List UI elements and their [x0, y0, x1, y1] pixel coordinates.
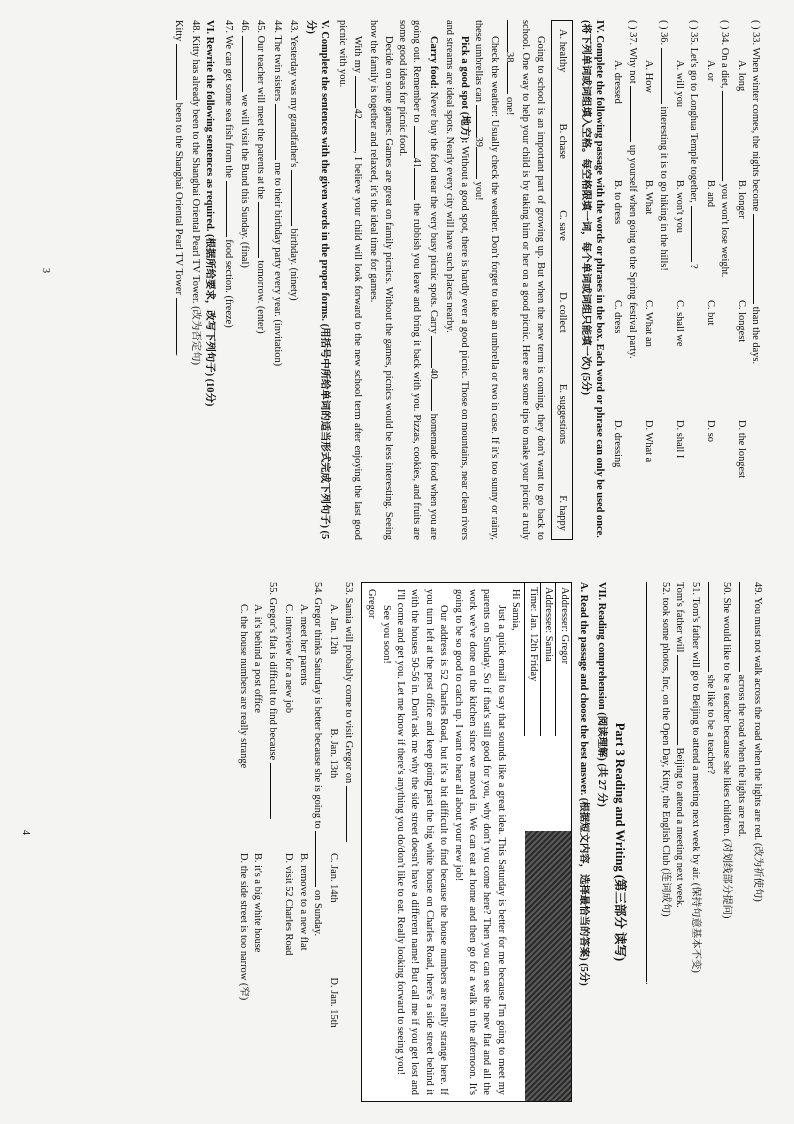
answer-blank[interactable] [753, 214, 764, 304]
word-box [551, 20, 573, 540]
answer-blank[interactable] [708, 582, 719, 672]
email-addressee: Addressee: Samia [540, 583, 555, 736]
blank-40[interactable] [431, 336, 442, 368]
question-54: 54. Gregor thinks Saturday is better because she is going to on Sunday. [310, 582, 326, 1102]
answer-blank[interactable] [242, 36, 253, 92]
option-a: A. How [643, 60, 655, 93]
question-51: 51. Tom's father will go to Beijing to attend a meeting next week by air. (保持句意基本不变) [690, 582, 702, 973]
question-50-answer: she like to be a teacher? [702, 582, 718, 1102]
question-52-answer: . [641, 582, 657, 1102]
part-3-title: Part 3 Reading and Writing (第三部分 读写) [612, 722, 627, 962]
option-a: A. or [704, 60, 716, 82]
option-d: D. the longest [735, 420, 747, 479]
word-option: E. suggestions [557, 383, 569, 445]
answer-blank[interactable] [291, 170, 302, 226]
option-a: A. dressed [612, 60, 624, 104]
page-number: 4 [20, 830, 31, 835]
email-body [362, 583, 524, 1101]
answer-blank[interactable] [176, 298, 187, 354]
question-36-options [641, 60, 655, 540]
passage-paragraph: Check the weather: Usually check the weather. Don't forget to take an umbrella or two in case. If it's too sunny or rainy, these umbrellas can 39 you! [473, 20, 501, 540]
option-c: C. Jan. 14th [328, 853, 340, 903]
question-51-answer: Tom's father will Beijing to attend a meeting next week. [672, 582, 688, 1102]
option-b: B. What [643, 180, 655, 215]
question-33-options [733, 60, 747, 540]
answer-blank[interactable] [630, 86, 641, 142]
question-52: 52. took some photos, Inc, on the Open Day, Kitty, the English Club (连词成句) [659, 582, 671, 917]
option-d: D. shall I [673, 420, 685, 459]
option-c: C. shall we [673, 300, 685, 347]
answer-blank[interactable] [677, 655, 688, 745]
passage-paragraph: Decide on some games: Games are great on family picnics. Without the games, picnics would be less interesting. Seeing how the family is together and relaxed, it's the ideal time for games. [368, 20, 394, 540]
section-6-heading: VI. Rewrite the following sentences as required. (根据所给要求，改写下列句子) (10分) [204, 20, 216, 407]
word-option: A. healthy [557, 29, 569, 73]
question-37: ( ) 37. Why not up yourself when going to the Spring festival party. [624, 20, 640, 540]
section-4-heading: IV. Complete the following passage with the words or phrases in the box. Each word or phrase can only be used once. (将下列单词或词组填入空格。每空格限填一词，每个单词或词组只能填一次) (5分) [579, 20, 605, 538]
section-7a-instructions: A. Read the passage and choose the best answer. (根据短文内容，选择最恰当的答案) (5分) [577, 582, 589, 986]
answer-blank[interactable] [346, 786, 357, 842]
option-b: B. Jan. 13th [328, 728, 340, 779]
answer-blank[interactable] [275, 104, 286, 160]
option-c: C. longest [735, 300, 747, 343]
question-35-options [672, 60, 686, 540]
email-closing: See you soon! [380, 605, 392, 664]
question-50: 50. She would like to be a teacher because she likes children. (对划线部分提问) [721, 582, 733, 919]
page-3-column [171, 20, 764, 540]
option-c: C. What an [643, 300, 655, 347]
answer-blank[interactable] [691, 206, 702, 262]
scan-shade [525, 831, 571, 1101]
option-a: A. it's behind a post office [252, 604, 264, 714]
passage-paragraph: Going to school is an important part of growing up. But when the new term is coming, they don't want to go back to school. One way to help your child is by taking him or her on a good picnic. Here are some tips to make your picnic a truly 38 one! [503, 20, 546, 540]
question-55-options [250, 604, 264, 1102]
word-option: F. happy [557, 495, 569, 531]
question-53-options [326, 604, 340, 1102]
option-c: C. interview for a new job [283, 604, 295, 714]
answer-blank[interactable] [258, 202, 269, 258]
question-35: ( ) 35. Let's go to Longhua Temple together, ? [686, 20, 702, 540]
email-paragraph: Our address is 52 Charles Road, but it's a bit difficult to find because the house numbers are really strange here. If you turn left at the post office and keep going past the big white house on Charles Road, there's a side street behind it with the houses 50-56 in. Don't ask me why the side street doesn't have a different name! But call me if you get lost and I'll come and get you. Let me know if there's anything you do/don't like to eat. Really looking forward to seeing you! [395, 589, 450, 1095]
page-4-column [236, 582, 764, 1102]
section-7-heading: VII. Reading comprehension (阅读理解) (共 27 分) [596, 582, 608, 807]
question-43: 43. Yesterday was my grandfather's birthday. (ninety) [286, 20, 302, 540]
question-48-answer: Kitty been to the Shanghai Oriental Pearl TV Tower . [171, 20, 187, 540]
word-option: B. chase [557, 123, 569, 159]
option-b: B. remove to a new flat [297, 853, 309, 951]
page-4 [0, 562, 794, 1124]
question-49-answer: across the road when the lights are red. [733, 582, 749, 1102]
blank-38[interactable] [507, 20, 518, 52]
option-d: D. Jan. 15th [328, 977, 340, 1028]
passage-paragraph: Carry food: Never buy the food near the very busy picnic spots. Carry 40 homemade food when you are going out. Remember to 41 the rubbish you leave and bring it back with you. Pizzas, cookies, and fruits are some good ideas for picnic food. [395, 20, 442, 540]
option-d: D. the side street is too narrow (窄) [238, 853, 249, 1001]
answer-blank[interactable] [226, 181, 237, 237]
question-47: 47. We can get some sea fish from the food section. (freeze) [220, 20, 236, 540]
option-b: B. and [704, 180, 716, 208]
question-37-options [610, 60, 624, 540]
option-b: B. won't you [673, 180, 685, 233]
question-55-options [236, 604, 250, 1102]
section-5-heading: V. Complete the sentences with the given words in the proper forms. (用括号中所给单词的适当形式完成下列句子) (5分) [304, 20, 331, 540]
blank-41[interactable] [414, 126, 425, 158]
answer-blank[interactable] [722, 91, 733, 181]
blank-42[interactable] [355, 76, 366, 108]
option-b: B. it's a big white house [252, 853, 264, 953]
word-option: C. save [557, 210, 569, 241]
question-55: 55. Gregor's flat is difficult to find because [264, 582, 280, 1102]
page-4-content [0, 562, 794, 1124]
answer-blank[interactable] [661, 48, 672, 104]
question-48: 48. Kitty has already been to the Shanghai Oriental Pearl TV Tower. (改为否定句) [189, 20, 201, 365]
option-a: A. meet her parents [297, 604, 309, 686]
email-paragraph: Just a quick email to say that sounds like a great idea. This Saturday is better for me because I'm going to meet my parents on Sunday. So if that's still good for you, why don't you come here? Then you can see the new flat and all the work we've done on the kitchen since we moved in. We can eat at home and then go for a walk in the afternoon. It's going to be so good to catch up. I want to hear all about your new job! [452, 589, 507, 1095]
question-44: 44. The twin sisters me to their birthday party every year. (invitation) [269, 20, 285, 540]
passage-paragraph: With my 42, I believe your child will look forward to the new school term after enjoying the last good picnic with you. [335, 20, 366, 540]
question-46: 46. we will visit the Bund this Sunday. (final) [237, 20, 253, 540]
option-c: C. the house numbers are really strange [238, 604, 249, 769]
answer-blank[interactable] [739, 582, 750, 672]
email-signature: Gregor [366, 589, 378, 619]
question-45: 45. Our teacher will meet the parents at the tomorrow. (enter) [253, 20, 269, 540]
option-a: A. will you [673, 60, 685, 108]
option-d: D. What a [643, 420, 655, 463]
question-34: ( ) 34. On a diet, you won't lose weight. [717, 20, 733, 540]
option-c: C. dress [612, 300, 624, 334]
option-d: D. visit 52 Charles Road [283, 853, 295, 956]
answer-blank[interactable] [176, 44, 187, 100]
question-36: ( ) 36. interesting it is to go hiking in the hills! [655, 20, 671, 540]
page-number: 3 [40, 268, 51, 273]
email-addresser: Addresser: Gregor [555, 583, 570, 736]
word-option: D. collect [557, 292, 569, 333]
option-d: D. dressing [612, 420, 624, 468]
email-greeting: Hi Samia, [510, 589, 522, 631]
question-54-options [281, 604, 295, 1102]
option-a: A. long [735, 60, 747, 92]
email-time: Time: Jan. 12th Friday [524, 583, 539, 736]
option-b: B. to dress [612, 180, 624, 225]
answer-blank[interactable] [646, 582, 657, 982]
question-53: 53. Samia will probably come to visit Gregor on [340, 582, 356, 1102]
option-d: D. so [704, 420, 716, 442]
answer-blank[interactable] [315, 831, 326, 887]
question-54-options [295, 604, 309, 1102]
option-c: C. but [704, 300, 716, 326]
option-b: B. longer [735, 180, 747, 219]
question-49: 49. You must not walk across the road when the lights are red. (改为祈使句) [752, 582, 763, 902]
blank-39[interactable] [476, 105, 487, 137]
answer-blank[interactable] [270, 763, 281, 819]
question-34-options [702, 60, 716, 540]
option-a: A. Jan. 12th [328, 604, 340, 655]
email-passage [361, 582, 572, 1102]
passage-paragraph: Pick a good spot (地方): Without a good spot, there is hardly ever a good picnic. Those on mountains, near clean rivers and streams are ideal spots. Nearly every city will have such places nearby. [444, 20, 470, 540]
question-33: ( ) 33. When winter comes, the nights become than the days. [748, 20, 764, 540]
